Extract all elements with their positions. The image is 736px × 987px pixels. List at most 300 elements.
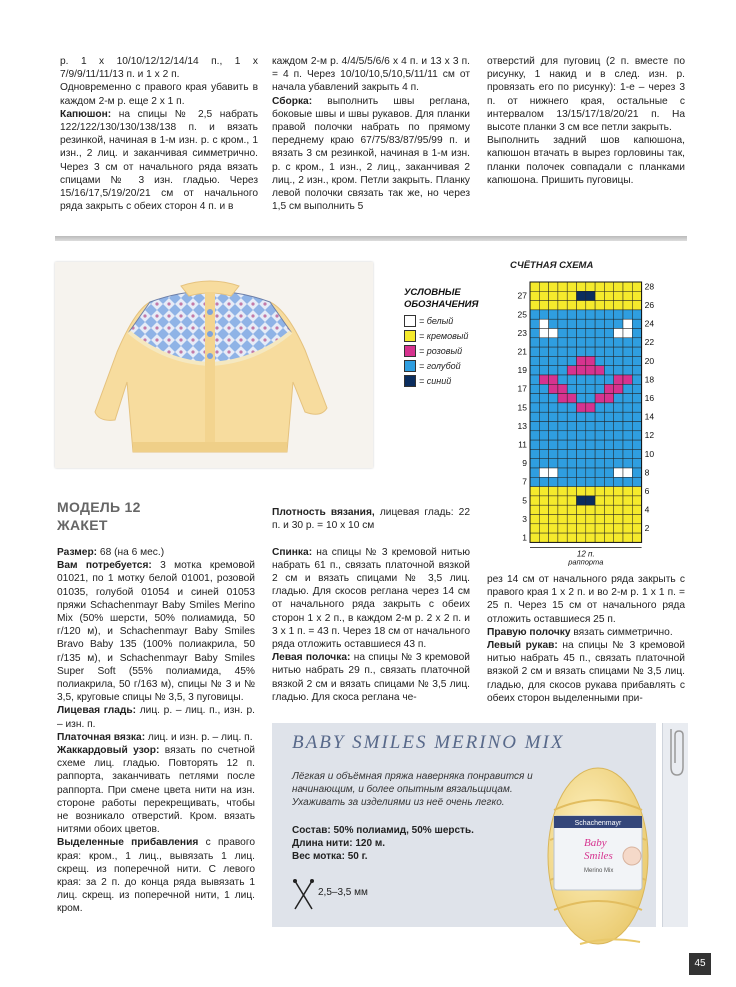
chart-cell: [558, 366, 567, 375]
chart-cell: [586, 422, 595, 431]
chart-cell: [530, 384, 539, 393]
chart-cell: [558, 375, 567, 384]
chart-cell: [558, 301, 567, 310]
chart-cell: [604, 431, 613, 440]
chart-cell: [632, 329, 641, 338]
chart-cell: [558, 394, 567, 403]
chart-right-label: 10: [644, 448, 655, 459]
chart-cell: [595, 319, 604, 328]
chart-cell: [604, 477, 613, 486]
chart-cell: [595, 347, 604, 356]
chart-cell: [595, 431, 604, 440]
chart-cell: [595, 496, 604, 505]
chart-cell: [567, 366, 576, 375]
chart-cell: [632, 356, 641, 365]
chart-left-label: 3: [522, 513, 527, 524]
chart-cell: [632, 412, 641, 421]
chart-cell: [623, 449, 632, 458]
paragraph-text: выполнить швы реглана, боковые швы и швы рукавов. Для планки правой полочки набрать по прямому переднему краю 67/75/83/87/95/99 п. и вязать 3 см резинкой, начиная в 1-м изн. р. с кром., 1 изн., 2 лиц., заканчивая 2 лиц., 2 изн., кром. Петли закрыть. Планку левой полочки связать так же, но через 1,5 см выполнить 5: [272, 95, 470, 213]
chart-cell: [604, 459, 613, 468]
chart-cell: [567, 282, 576, 291]
chart-cell: [604, 310, 613, 319]
chart-cell: [586, 468, 595, 477]
chart-cell: [595, 384, 604, 393]
chart-cell: [614, 384, 623, 393]
chart-cell: [549, 422, 558, 431]
chart-cell: [530, 375, 539, 384]
chart-cell: [623, 403, 632, 412]
chart-cell: [567, 310, 576, 319]
paragraph-text: 68 (на 6 мес.): [97, 547, 165, 558]
chart-cell: [530, 431, 539, 440]
chart-cell: [586, 487, 595, 496]
chart-cell: [539, 291, 548, 300]
chart-cell: [614, 375, 623, 384]
chart-cell: [604, 468, 613, 477]
chart-cell: [567, 329, 576, 338]
repeat-count: 12 п.: [576, 549, 595, 559]
decorative-edge-strip: [662, 723, 688, 927]
chart-cell: [539, 533, 548, 542]
paragraph-heading: Выделенные прибавления: [57, 837, 199, 849]
chart-cell: [632, 291, 641, 300]
chart-left-label: 27: [517, 290, 527, 301]
model-number: МОДЕЛЬ 12: [57, 499, 141, 515]
chart-cell: [567, 449, 576, 458]
chart-cell: [577, 366, 586, 375]
chart-cell: [604, 329, 613, 338]
paragraph: [487, 639, 685, 705]
chart-cell: [595, 394, 604, 403]
chart-cell: [604, 394, 613, 403]
chart-cell: [614, 310, 623, 319]
legend-title-1: УСЛОВНЫЕ: [404, 287, 461, 298]
chart-right-label: 18: [644, 374, 655, 385]
paperclip-icon: [663, 723, 688, 783]
chart-cell: [558, 515, 567, 524]
chart-cell: [614, 319, 623, 328]
chart-cell: [604, 505, 613, 514]
chart-cell: [549, 524, 558, 533]
chart-right-label: 14: [644, 411, 655, 422]
chart-cell: [577, 319, 586, 328]
paragraph-heading: Размер:: [57, 547, 98, 558]
chart-cell: [539, 356, 548, 365]
chart-cell: [604, 487, 613, 496]
chart-cell: [558, 310, 567, 319]
chart-cell: [595, 477, 604, 486]
paragraph: [272, 95, 470, 214]
chart-cell: [567, 319, 576, 328]
chart-cell: [577, 515, 586, 524]
chart-cell: [614, 505, 623, 514]
chart-cell: [623, 310, 632, 319]
chart-cell: [530, 487, 539, 496]
chart-cell: [558, 403, 567, 412]
paragraph-heading: Левая полочка:: [272, 652, 351, 664]
paragraph: [272, 55, 470, 95]
chart-cell: [614, 459, 623, 468]
chart-cell: [586, 310, 595, 319]
chart-cell: [530, 459, 539, 468]
chart-cell: [567, 338, 576, 347]
chart-cell: [614, 515, 623, 524]
chart-cell: [558, 384, 567, 393]
chart-cell: [623, 533, 632, 542]
chart-cell: [539, 449, 548, 458]
chart-cell: [614, 477, 623, 486]
chart-cell: [604, 347, 613, 356]
chart-cell: [614, 291, 623, 300]
chart-cell: [539, 412, 548, 421]
top-column-3: [487, 55, 685, 187]
chart-cell: [623, 468, 632, 477]
chart-cell: [632, 496, 641, 505]
chart-cell: [604, 496, 613, 505]
chart-cell: [623, 422, 632, 431]
chart-cell: [577, 394, 586, 403]
body-column-2: [272, 506, 470, 704]
paragraph-text: каждом 2-м р. 4/4/5/5/6/6 х 4 п. и 13 х 3 п. = 4 п. Через 10/10/10,5/10,5/11/11 см от начала убавлений закрыть 4 п.: [272, 56, 470, 94]
chart-cell: [530, 403, 539, 412]
chart-cell: [567, 496, 576, 505]
chart-right-label: 2: [644, 523, 650, 534]
chart-cell: [567, 468, 576, 477]
chart-cell: [604, 422, 613, 431]
chart-cell: [595, 440, 604, 449]
chart-left-label: 25: [517, 309, 527, 320]
chart-cell: [595, 329, 604, 338]
chart-cell: [567, 347, 576, 356]
chart-cell: [632, 282, 641, 291]
paragraph: [60, 55, 258, 81]
legend-label: = белый: [419, 316, 454, 326]
chart-cell: [614, 366, 623, 375]
chart-cell: [539, 403, 548, 412]
paragraph-heading: Капюшон:: [60, 108, 112, 120]
chart-cell: [586, 329, 595, 338]
chart-cell: [577, 422, 586, 431]
chart-cell: [577, 496, 586, 505]
chart-cell: [586, 505, 595, 514]
chart-cell: [623, 496, 632, 505]
chart-cell: [558, 477, 567, 486]
chart-cell: [567, 384, 576, 393]
chart-cell: [632, 394, 641, 403]
chart-cell: [558, 422, 567, 431]
paragraph-text: на спицы № 3 кремовой нитью набрать 29 п., связать платочной вязкой 2 см и вязать спицами № 3,5 лиц. гладью. Для скоса реглана че-: [272, 652, 470, 703]
paragraph: [57, 744, 255, 836]
chart-cell: [539, 375, 548, 384]
chart-cell: [632, 533, 641, 542]
chart-cell: [539, 347, 548, 356]
chart-cell: [595, 412, 604, 421]
paragraph-heading: Вам потребуется:: [57, 560, 152, 572]
chart-cell: [614, 422, 623, 431]
paragraph-heading: Жаккардовый узор:: [57, 745, 160, 757]
chart-cell: [595, 338, 604, 347]
chart-cell: [539, 422, 548, 431]
chart-cell: [567, 477, 576, 486]
chart-cell: [604, 356, 613, 365]
yarn-description: Лёгкая и объёмная пряжа наверняка понравится и начинающим, и более опытным вязальщицам. Ухаживать за изделиями из неё очень легко.: [292, 771, 533, 808]
chart-cell: [558, 347, 567, 356]
paragraph: [487, 55, 685, 134]
chart-cell: [567, 431, 576, 440]
chart-cell: [549, 440, 558, 449]
cardigan-illustration: [55, 262, 373, 468]
chart-cell: [586, 338, 595, 347]
chart-cell: [586, 440, 595, 449]
chart-cell: [595, 282, 604, 291]
paragraph-text: отверстий для пуговиц (2 п. вместе по рисунку, 1 накид и в след. изн. р. провязать его по рисунку): 1-е – через 3 п. от нижнего края, остальные с интервалом 13/15/17/18/20/21 п. На высоте планки 3 см все петли закрыть.: [487, 56, 685, 134]
chart-cell: [577, 524, 586, 533]
chart-cell: [539, 487, 548, 496]
chart-cell: [595, 291, 604, 300]
chart-cell: [567, 440, 576, 449]
chart-cell: [577, 468, 586, 477]
chart-cell: [549, 338, 558, 347]
chart-left-label: 15: [517, 402, 527, 413]
chart-cell: [595, 459, 604, 468]
chart-cell: [586, 524, 595, 533]
legend-label: = кремовый: [419, 331, 469, 341]
chart-cell: [586, 533, 595, 542]
chart-cell: [530, 291, 539, 300]
yarn-composition: Состав: 50% полиамид, 50% шерсть.: [292, 825, 474, 836]
chart-cell: [604, 282, 613, 291]
legend-swatch: [404, 315, 416, 327]
chart-right-label: 22: [644, 337, 655, 348]
yarn-label-line2: Smiles: [584, 850, 613, 862]
chart-cell: [530, 347, 539, 356]
chart-cell: [558, 356, 567, 365]
chart-cell: [604, 533, 613, 542]
chart-cell: [567, 375, 576, 384]
chart-cell: [623, 347, 632, 356]
chart-cell: [632, 301, 641, 310]
chart-cell: [586, 319, 595, 328]
chart-cell: [549, 291, 558, 300]
paragraph: [57, 704, 255, 730]
chart-cell: [549, 301, 558, 310]
chart-cell: [623, 394, 632, 403]
chart-cell: [539, 431, 548, 440]
chart-cell: [539, 505, 548, 514]
legend-swatch: [404, 345, 416, 357]
chart-cell: [632, 403, 641, 412]
chart-cell: [623, 459, 632, 468]
chart-cell: [567, 524, 576, 533]
chart-cell: [549, 431, 558, 440]
chart-cell: [632, 431, 641, 440]
top-column-2: [272, 55, 470, 213]
chart-cell: [539, 384, 548, 393]
chart-cell: [567, 291, 576, 300]
chart-cell: [632, 449, 641, 458]
chart-cell: [586, 459, 595, 468]
chart-cell: [632, 505, 641, 514]
chart-cell: [530, 310, 539, 319]
chart-cell: [530, 412, 539, 421]
chart-cell: [604, 366, 613, 375]
chart-right-label: 4: [644, 504, 650, 515]
chart-cell: [586, 477, 595, 486]
chart-cell: [614, 347, 623, 356]
chart-cell: [632, 524, 641, 533]
paragraph-text: р. 1 х 10/10/12/12/14/14 п., 1 х 7/9/9/11/11/13 п. и 1 х 2 п.: [60, 56, 258, 81]
chart-cell: [623, 366, 632, 375]
chart-cell: [604, 291, 613, 300]
cardigan-photo: [55, 262, 373, 468]
chart-cell: [539, 301, 548, 310]
paragraph-text: лицевая гладь: 22 п. и 30 р. = 10 х 10 см: [272, 507, 471, 532]
chart-cell: [595, 533, 604, 542]
chart-cell: [530, 338, 539, 347]
chart-cell: [604, 412, 613, 421]
body-column-3: [487, 573, 685, 705]
chart-cell: [530, 477, 539, 486]
chart-cell: [558, 291, 567, 300]
chart-cell: [632, 375, 641, 384]
chart-cell: [614, 533, 623, 542]
paragraph-text: лиц. р. – лиц. п., изн. р. – изн. п.: [57, 705, 255, 730]
chart-cell: [586, 515, 595, 524]
paragraph-heading: Сборка:: [272, 95, 313, 107]
chart-cell: [623, 431, 632, 440]
chart-cell: [623, 291, 632, 300]
chart-cell: [586, 366, 595, 375]
yarn-length: Длина нити: 120 м.: [292, 838, 385, 849]
chart-cell: [549, 403, 558, 412]
yarn-title: BABY SMILES MERINO MIX: [292, 732, 565, 753]
chart-cell: [549, 329, 558, 338]
top-column-1: [60, 55, 258, 213]
paragraph-heading: Левый рукав:: [487, 640, 558, 652]
paragraph-text: на спицы № 2,5 набрать 122/122/130/130/138/138 п. и вязать резинкой, начиная в 1-м изн. р. с кром., 1 изн., 2 лиц. и заканчивая симметрично. Через 3 см от начального ряда вязать спицами № 3 изн. гладью. Через 15/16/17,5/19/20/21 см от начального ряда закрыть с обеих сторон 4 п. и в: [60, 108, 258, 213]
chart-cell: [614, 301, 623, 310]
chart-cell: [530, 449, 539, 458]
paragraph: [272, 532, 470, 545]
chart-cell: [558, 468, 567, 477]
chart-cell: [549, 515, 558, 524]
chart-cell: [577, 384, 586, 393]
model-name: ЖАКЕТ: [57, 517, 108, 533]
paragraph-text: рез 14 см от начального ряда закрыть с правого края 1 х 2 п. и во 2-м р. 1 х 1 п. = 25 п. Через 15 см от начального ряда отложить оставшиеся 25 п.: [487, 574, 685, 625]
chart-cell: [567, 515, 576, 524]
section-divider: [55, 236, 687, 241]
chart-cell: [586, 347, 595, 356]
chart-cell: [549, 505, 558, 514]
chart-cell: [623, 440, 632, 449]
paragraph-heading: Спинка:: [272, 546, 313, 558]
chart-cell: [539, 515, 548, 524]
chart-cell: [558, 487, 567, 496]
chart-cell: [604, 301, 613, 310]
chart-cell: [558, 524, 567, 533]
paragraph: [60, 108, 258, 214]
chart-cell: [539, 496, 548, 505]
chart-right-label: 6: [644, 486, 650, 497]
chart-cell: [586, 356, 595, 365]
chart-cell: [632, 366, 641, 375]
yarn-weight: Вес мотка: 50 г.: [292, 851, 368, 862]
chart-cell: [530, 505, 539, 514]
chart-cell: [586, 403, 595, 412]
chart-cell: [632, 440, 641, 449]
page-number: 45: [689, 953, 711, 975]
chart-cell: [614, 524, 623, 533]
chart-cell: [558, 505, 567, 514]
chart-cell: [539, 338, 548, 347]
chart-cell: [577, 403, 586, 412]
chart-cell: [595, 375, 604, 384]
chart-cell: [549, 319, 558, 328]
chart-cell: [558, 440, 567, 449]
chart-cell: [595, 515, 604, 524]
chart-cell: [632, 459, 641, 468]
yarn-ball-image: [540, 760, 658, 956]
chart-right-label: 26: [644, 300, 655, 311]
chart-right-label: 16: [644, 393, 655, 404]
chart-left-label: 23: [517, 327, 527, 338]
chart-cell: [539, 319, 548, 328]
chart-cell: [577, 347, 586, 356]
chart-cell: [595, 310, 604, 319]
chart-cell: [604, 403, 613, 412]
paragraph: [272, 506, 470, 532]
chart-left-label: 19: [517, 365, 527, 376]
chart-cell: [623, 319, 632, 328]
chart-cell: [567, 301, 576, 310]
chart-cell: [623, 356, 632, 365]
chart-cell: [558, 459, 567, 468]
paragraph: [272, 651, 470, 704]
chart-cell: [549, 487, 558, 496]
chart-left-label: 11: [518, 439, 527, 450]
chart-cell: [577, 440, 586, 449]
chart-cell: [558, 319, 567, 328]
chart-cell: [549, 394, 558, 403]
chart-cell: [558, 338, 567, 347]
chart-left-label: 1: [522, 532, 527, 543]
chart-cell: [623, 524, 632, 533]
chart-cell: [549, 347, 558, 356]
chart-cell: [558, 431, 567, 440]
chart-cell: [623, 505, 632, 514]
chart-cell: [586, 431, 595, 440]
paragraph: [60, 81, 258, 107]
color-legend: [404, 287, 494, 387]
chart-cell: [604, 449, 613, 458]
chart-cell: [530, 319, 539, 328]
chart-cell: [530, 329, 539, 338]
chart-cell: [567, 533, 576, 542]
paragraph-text: лиц. и изн. р. – лиц. п.: [145, 731, 253, 743]
chart-cell: [595, 468, 604, 477]
chart-cell: [614, 431, 623, 440]
chart-cell: [632, 338, 641, 347]
chart-cell: [577, 329, 586, 338]
chart-cell: [595, 301, 604, 310]
chart-cell: [632, 310, 641, 319]
chart-cell: [623, 487, 632, 496]
chart-right-label: 8: [644, 467, 650, 478]
paragraph-heading: Правую полочку: [487, 626, 571, 638]
chart-cell: [632, 347, 641, 356]
chart-cell: [577, 449, 586, 458]
chart-cell: [549, 459, 558, 468]
